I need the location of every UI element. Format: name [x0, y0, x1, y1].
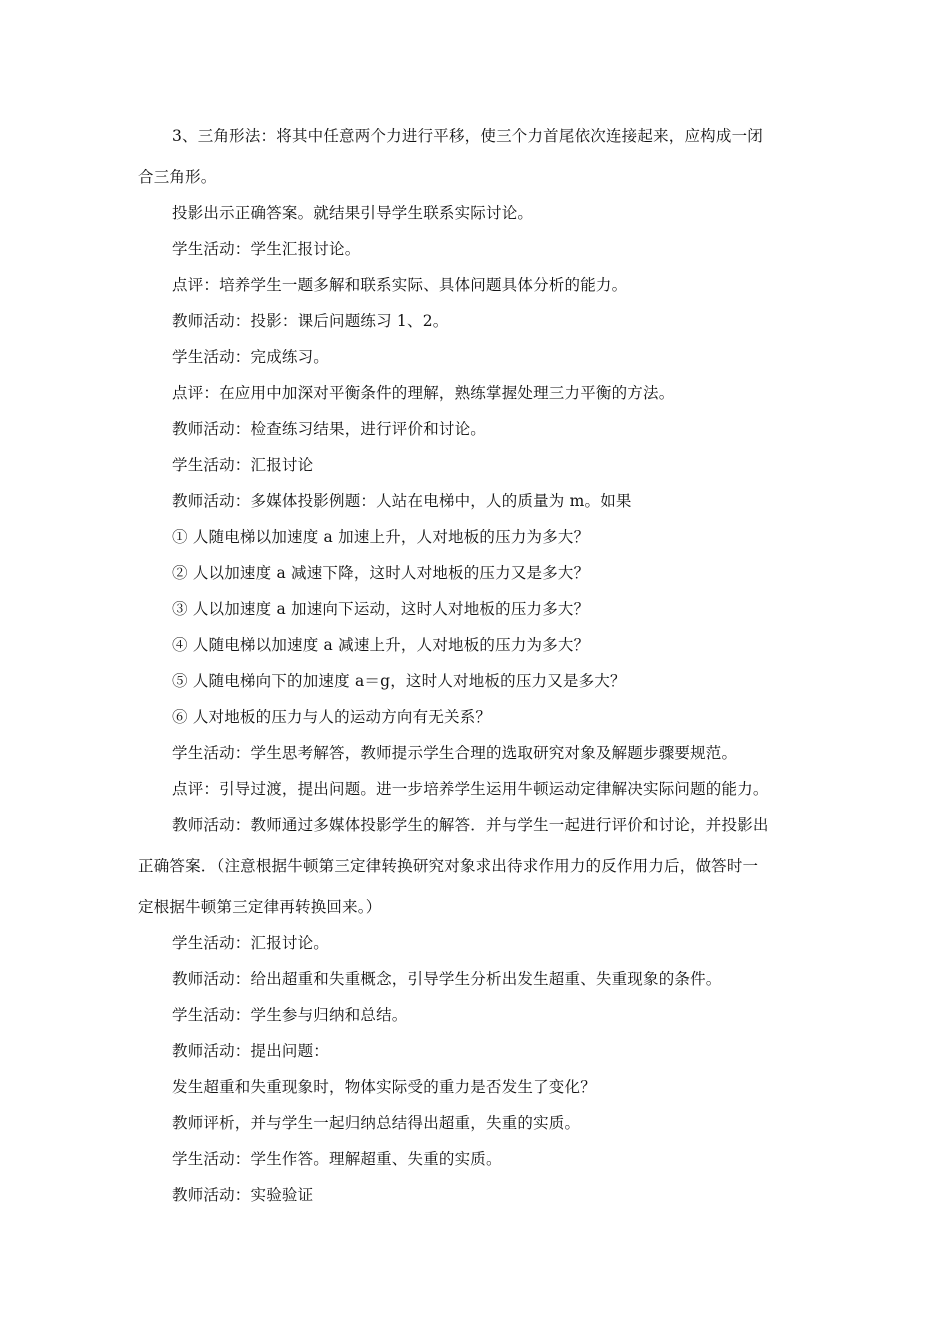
paragraph-line: 教师活动：多媒体投影例题：人站在电梯中，人的质量为 m。如果 — [172, 492, 632, 510]
paragraph-line: 点评：培养学生一题多解和联系实际、具体问题具体分析的能力。 — [172, 276, 628, 294]
question-item: ④ 人随电梯以加速度 a 减速上升，人对地板的压力为多大？ — [172, 636, 590, 654]
paragraph-line: 学生活动：学生思考解答，教师提示学生合理的选取研究对象及解题步骤要规范。 — [172, 744, 738, 762]
paragraph-line: 点评：在应用中加深对平衡条件的理解，熟练掌握处理三力平衡的方法。 — [172, 384, 675, 402]
paragraph-line: 发生超重和失重现象时，物体实际受的重力是否发生了变化？ — [172, 1078, 596, 1096]
paragraph-line: 教师评析，并与学生一起归纳总结得出超重，失重的实质。 — [172, 1114, 581, 1132]
paragraph-line: 学生活动：汇报讨论 — [172, 456, 314, 474]
paragraph-line: 教师活动：检查练习结果，进行评价和讨论。 — [172, 420, 487, 438]
paragraph-line: 教师活动：提出问题： — [172, 1042, 330, 1060]
question-item: ③ 人以加速度 a 加速向下运动，这时人对地板的压力多大？ — [172, 600, 590, 618]
paragraph-line: 投影出示正确答案。就结果引导学生联系实际讨论。 — [172, 204, 534, 222]
paragraph-line: 教师活动：实验验证 — [172, 1186, 314, 1204]
question-item: ① 人随电梯以加速度 a 加速上升，人对地板的压力为多大？ — [172, 528, 590, 546]
paragraph-line: 教师活动：给出超重和失重概念，引导学生分析出发生超重、失重现象的条件。 — [172, 970, 722, 988]
question-item: ② 人以加速度 a 减速下降，这时人对地板的压力又是多大？ — [172, 564, 590, 582]
paragraph-line: 定根据牛顿第三定律再转换回来。） — [138, 898, 382, 916]
paragraph-line: 点评：引导过渡，提出问题。进一步培养学生运用牛顿运动定律解决实际问题的能力。 — [172, 780, 769, 798]
paragraph-line: 学生活动：完成练习。 — [172, 348, 330, 366]
paragraph-line: 学生活动：学生参与归纳和总结。 — [172, 1006, 408, 1024]
paragraph-line: 学生活动：汇报讨论。 — [172, 934, 330, 952]
paragraph-line: 合三角形。 — [138, 168, 217, 186]
paragraph-line: 3、三角形法：将其中任意两个力进行平移，使三个力首尾依次连接起来，应构成一闭 — [172, 127, 763, 145]
paragraph-line: 教师活动：投影：课后问题练习 1、2。 — [172, 312, 449, 330]
question-item: ⑤ 人随电梯向下的加速度 a＝g，这时人对地板的压力又是多大？ — [172, 672, 626, 690]
paragraph-line: 教师活动：教师通过多媒体投影学生的解答．并与学生一起进行评价和讨论，并投影出 — [172, 816, 769, 834]
question-item: ⑥ 人对地板的压力与人的运动方向有无关系？ — [172, 708, 492, 726]
paragraph-line: 学生活动：学生作答。理解超重、失重的实质。 — [172, 1150, 502, 1168]
paragraph-line: 学生活动：学生汇报讨论。 — [172, 240, 361, 258]
paragraph-line: 正确答案．（注意根据牛顿第三定律转换研究对象求出待求作用力的反作用力后，做答时一 — [138, 857, 759, 875]
